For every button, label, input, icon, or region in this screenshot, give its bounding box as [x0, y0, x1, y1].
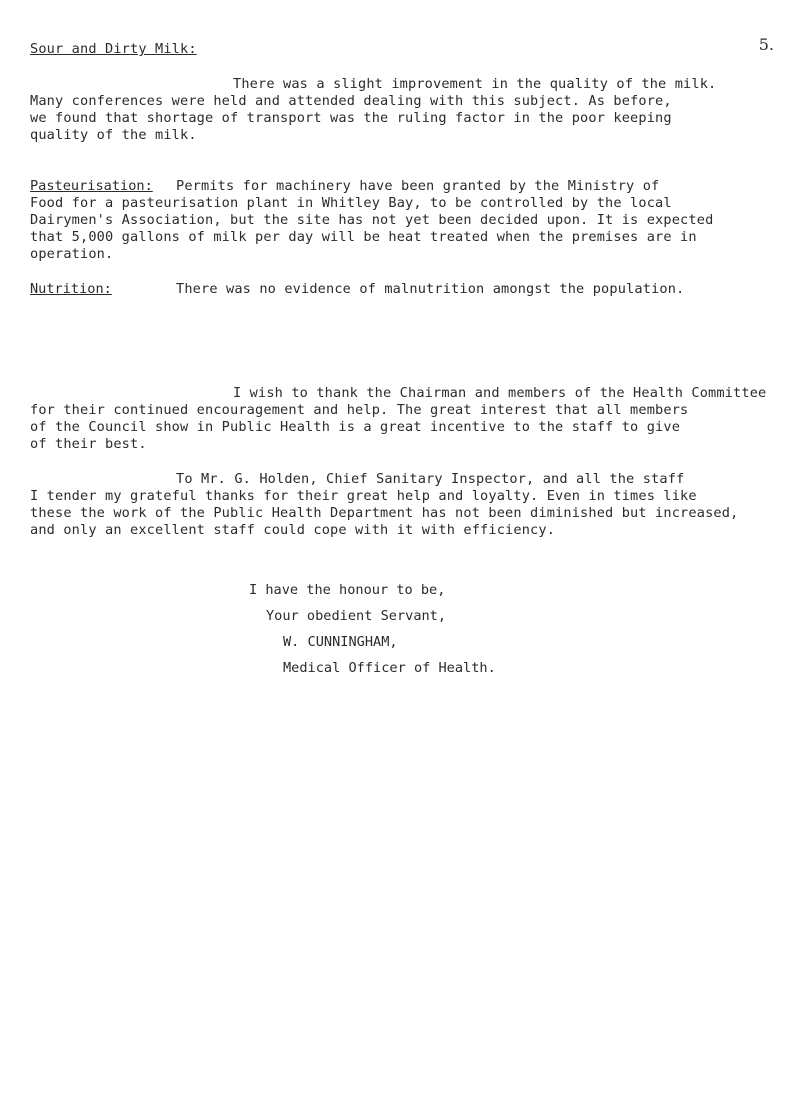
paragraph-line: To Mr. G. Holden, Chief Sanitary Inspector, and all the staff: [176, 471, 685, 487]
paragraph-line: operation.: [30, 246, 114, 262]
paragraph-line: I wish to thank the Chairman and members of the Health Committee: [233, 385, 767, 401]
paragraph-line: for their continued encouragement and help. The great interest that all members: [30, 402, 689, 418]
signatory-name: W. CUNNINGHAM,: [283, 634, 398, 650]
paragraph-line: of their best.: [30, 436, 147, 452]
paragraph-line: Dairymen's Association, but the site has not yet been decided upon. It is expected: [30, 212, 714, 228]
paragraph-line: Food for a pasteurisation plant in Whitley Bay, to be controlled by the local: [30, 195, 672, 211]
paragraph-line: that 5,000 gallons of milk per day will be heat treated when the premises are in: [30, 229, 697, 245]
paragraph-line: these the work of the Public Health Department has not been diminished but increased,: [30, 505, 739, 521]
page-number: 5.: [758, 35, 774, 54]
paragraph-line: There was a slight improvement in the quality of the milk.: [233, 76, 717, 92]
paragraph-line: and only an excellent staff could cope with it with efficiency.: [30, 522, 556, 538]
paragraph-line: Many conferences were held and attended dealing with this subject. As before,: [30, 93, 672, 109]
section-label-nutrition: Nutrition:: [30, 281, 112, 297]
section-label-pasteurisation: Pasteurisation:: [30, 178, 153, 194]
paragraph-line: we found that shortage of transport was the ruling factor in the poor keeping: [30, 110, 672, 126]
section-heading-sour-milk: Sour and Dirty Milk:: [30, 41, 197, 57]
closing-honour: I have the honour to be,: [249, 582, 446, 598]
closing-servant: Your obedient Servant,: [266, 608, 447, 624]
paragraph-line: I tender my grateful thanks for their great help and loyalty. Even in times like: [30, 488, 697, 504]
paragraph-line: of the Council show in Public Health is a great incentive to the staff to give: [30, 419, 681, 435]
paragraph-line: There was no evidence of malnutrition amongst the population.: [176, 281, 685, 297]
paragraph-line: quality of the milk.: [30, 127, 197, 143]
paragraph-line: Permits for machinery have been granted by the Ministry of: [176, 178, 660, 194]
signatory-title: Medical Officer of Health.: [283, 660, 496, 676]
